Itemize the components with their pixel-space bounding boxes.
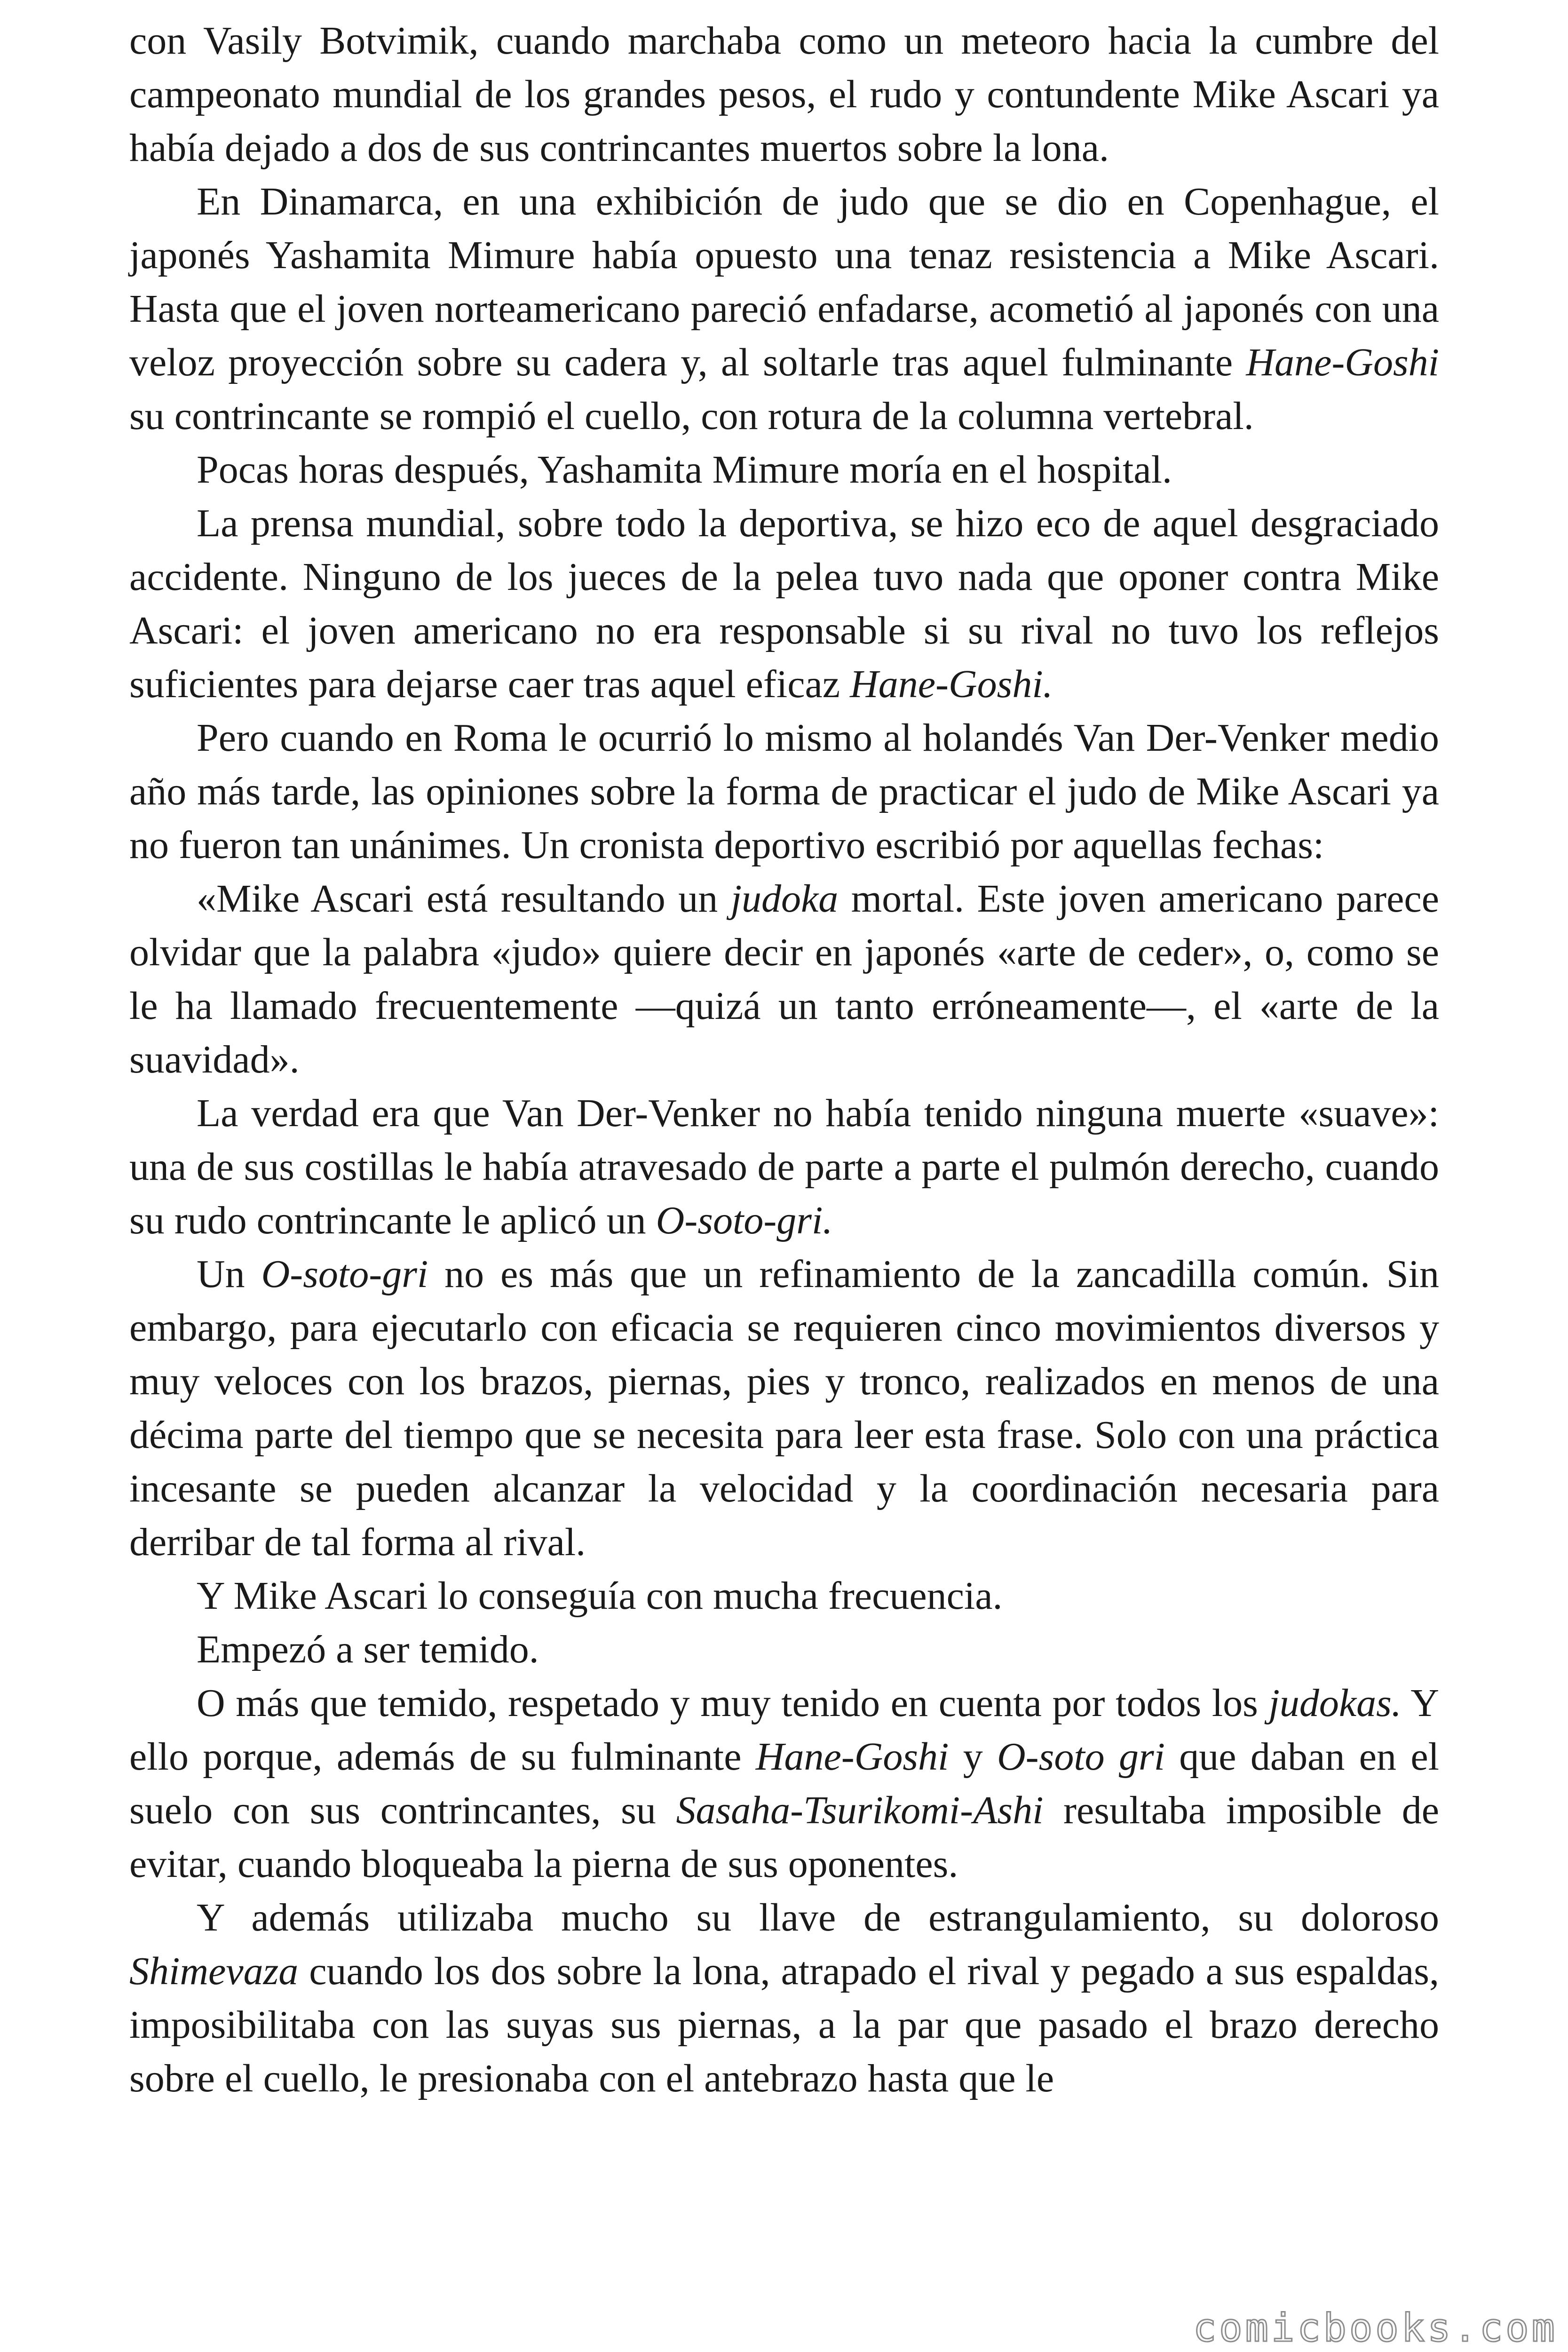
paragraph [129, 497, 1439, 711]
italic-term: Shimevaza [129, 1949, 299, 1993]
text-run: La prensa mundial, sobre todo la deportiva, se hizo eco de aquel desgraciado accidente. Ninguno de los jueces de la pelea tuvo nada que oponer contra Mike Ascari: el joven americano no era responsable si su rival no tuvo los reflejos suficientes para dejarse caer tras aquel eficaz [129, 501, 1439, 706]
paragraph [129, 1248, 1439, 1569]
italic-term: O-soto-gri. [656, 1199, 833, 1242]
text-run: «Mike Ascari está resultando un [197, 877, 731, 921]
paragraph [129, 711, 1439, 872]
paragraph [129, 1569, 1439, 1623]
text-run: Y Mike Ascari lo conseguía con mucha frecuencia. [197, 1574, 1003, 1618]
paragraph [129, 1087, 1439, 1248]
paragraph [129, 1677, 1439, 1891]
paragraph [129, 1623, 1439, 1677]
text-run: Un [197, 1252, 261, 1296]
text-run: Y además utilizaba mucho su llave de estrangulamiento, su doloroso [197, 1896, 1439, 1939]
text-run: La verdad era que Van Der-Venker no había tenido ninguna muerte «suave»: una de sus costillas le había atravesado de parte a parte el pulmón derecho, cuando su rudo contrincante le aplicó un [129, 1091, 1439, 1242]
paragraph [129, 14, 1439, 175]
paragraph [129, 1891, 1439, 2106]
text-run: con Vasily Botvimik, cuando marchaba como un meteoro hacia la cumbre del campeonato mundial de los grandes pesos, el rudo y contundente Mike Ascari ya había dejado a dos de sus contrincantes muertos sobre la lona. [129, 19, 1439, 170]
text-run: Pocas horas después, Yashamita Mimure moría en el hospital. [197, 448, 1172, 492]
watermark-text: comicbooks.com [1193, 2306, 1558, 2351]
text-run: O más que temido, respetado y muy tenido en cuenta por todos los [197, 1681, 1269, 1725]
text-run: y [949, 1735, 997, 1779]
text-run: su contrincante se rompió el cuello, con rotura de la columna vertebral. [129, 394, 1254, 438]
text-run: que daban en el suelo con sus contrincantes, su [129, 1735, 1439, 1832]
paragraph [129, 872, 1439, 1087]
italic-term: Hane-Goshi [755, 1735, 949, 1779]
text-run: no es más que un refinamiento de la zancadilla común. Sin embargo, para ejecutarlo con eficacia se requieren cinco movimientos diversos y muy veloces con los brazos, piernas, pies y tronco, realizados en menos de una décima parte del tiempo que se necesita para leer esta frase. Solo con una práctica incesante se pueden alcanzar la velocidad y la coordinación necesaria para derribar de tal forma al rival. [129, 1252, 1439, 1564]
text-run: En Dinamarca, en una exhibición de judo que se dio en Copenhague, el japonés Yashamita Mimure había opuesto una tenaz resistencia a Mike Ascari. Hasta que el joven norteamericano pareció enfadarse, acometió al japonés con una veloz proyección sobre su cadera y, al soltarle tras aquel fulminante [129, 180, 1439, 384]
text-run: Pero cuando en Roma le ocurrió lo mismo al holandés Van Der-Venker medio año más tarde, las opiniones sobre la forma de practicar el judo de Mike Ascari ya no fueron tan unánimes. Un cronista deportivo escribió por aquellas fechas: [129, 716, 1439, 867]
italic-term: Hane-Goshi. [850, 662, 1053, 706]
italic-term: Hane-Goshi [1246, 341, 1439, 384]
italic-term: judoka [730, 877, 839, 921]
page-body-text [129, 14, 1439, 2106]
italic-term: Sasaha-Tsurikomi-Ashi [676, 1788, 1044, 1832]
italic-term: O-soto gri [997, 1735, 1165, 1779]
text-run: mortal. Este joven americano parece olvidar que la palabra «judo» quiere decir en japonés «arte de ceder», o, como se le ha llamado frecuentemente —quizá un tanto erróneamente—, el «arte de la suavidad». [129, 877, 1439, 1081]
paragraph [129, 443, 1439, 497]
text-run: Y ello porque, además de su fulminante [129, 1681, 1439, 1779]
italic-term: O-soto-gri [261, 1252, 428, 1296]
text-run: cuando los dos sobre la lona, atrapado el rival y pegado a sus espaldas, imposibilitaba con las suyas sus piernas, a la par que pasado el brazo derecho sobre el cuello, le presionaba con el antebrazo hasta que le [129, 1949, 1439, 2100]
paragraph [129, 175, 1439, 443]
text-run: Empezó a ser temido. [197, 1628, 539, 1671]
text-run: resultaba imposible de evitar, cuando bloqueaba la pierna de sus oponentes. [129, 1788, 1439, 1886]
italic-term: judokas. [1268, 1681, 1402, 1725]
